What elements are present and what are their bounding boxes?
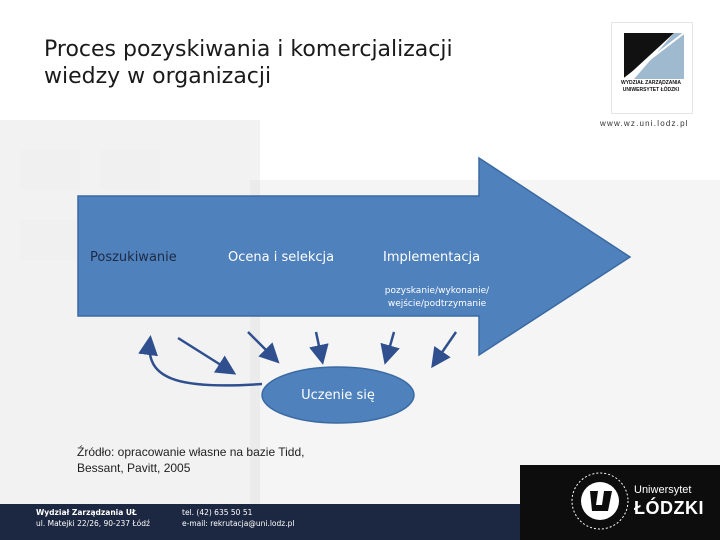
university-name-line-1: Uniwersytet [634,484,692,496]
learning-label: Uczenie się [301,388,375,403]
connector-arrow-4 [434,332,456,364]
footer-address-block [36,507,150,529]
source-note [77,444,357,476]
faculty-logo-line-1: WYDZIAŁ ZARZĄDZANIA [621,80,681,86]
university-name [634,484,704,519]
implementation-note [372,285,502,311]
stage-poszukiwanie: Poszukiwanie [90,250,177,265]
footer-address: ul. Matejki 22/26, 90-237 Łódź [36,519,150,528]
footer-faculty-name: Wydział Zarządzania UŁ [36,508,137,517]
footer-contact-block [182,507,294,529]
university-name-line-2: ŁÓDZKI [634,498,704,518]
source-line-2: Bessant, Pavitt, 2005 [77,461,191,475]
faculty-logo-line-2: UNIWERSYTET ŁÓDZKI [622,87,680,93]
stage-implementacja: Implementacja [383,250,481,265]
implementation-note-line-1: pozyskanie/wykonanie/ [384,286,490,296]
connector-arrow-2 [316,332,322,360]
implementation-note-line-2: wejście/podtrzymanie [387,299,487,309]
connector-arrow-1 [248,332,276,360]
website-url: www.wz.uni.lodz.pl [600,119,689,128]
connector-arrow-5 [178,338,232,372]
source-line-1: Źródło: opracowanie własne na bazie Tidd, [77,445,305,459]
stage-ocena-i-selekcja: Ocena i selekcja [228,250,335,265]
footer-phone: tel. (42) 635 50 51 [182,508,253,517]
connector-arrow-3 [386,332,394,360]
title-line-2: wiedzy w organizacji [44,64,272,89]
footer-email[interactable]: e-mail: rekrutacja@uni.lodz.pl [182,519,295,528]
feedback-loop-arrow [149,340,262,385]
title-line-1: Proces pozyskiwania i komercjalizacji [44,37,453,62]
